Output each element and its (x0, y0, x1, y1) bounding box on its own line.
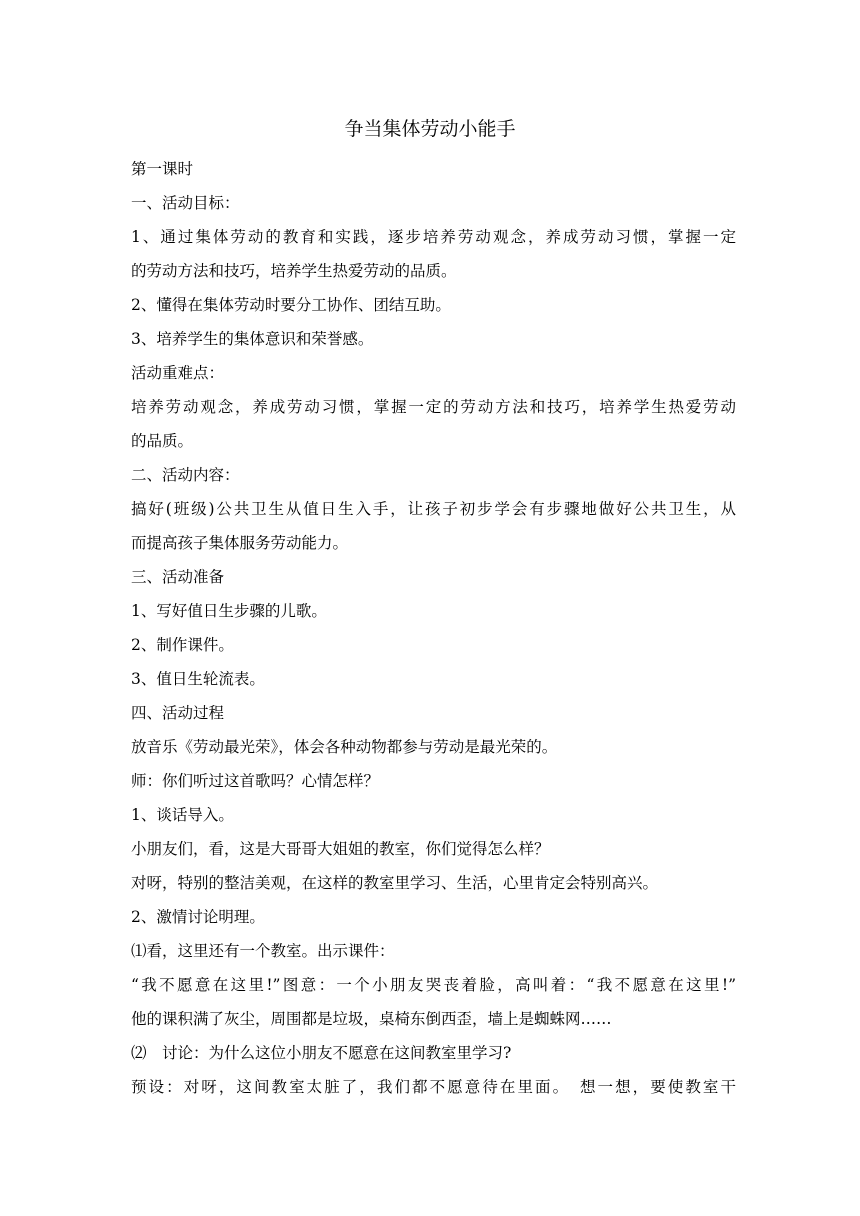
section-heading-key-points: 活动重难点： (131, 364, 225, 382)
goal-1-line-1: 1、通过集体劳动的教育和实践，逐步培养劳动观念，养成劳动习惯，掌握一定 (131, 228, 736, 246)
document-title: 争当集体劳动小能手 (344, 118, 516, 140)
key-points-line-2: 的品质。 (131, 432, 194, 450)
process-paragraph-teacher-question: 师：你们听过这首歌吗？心情怎样？ (131, 772, 380, 790)
process-step-1-heading: 1、谈话导入。 (131, 806, 234, 824)
courseware-description-line-2: 他的课积满了灰尘，周围都是垃圾，桌椅东倒西歪，墙上是蜘蛛网…… (131, 1010, 612, 1028)
process-sub-1: ⑴看，这里还有一个教室。出示课件： (131, 942, 395, 960)
goal-2: 2、懂得在集体劳动时要分工协作、团结互助。 (131, 296, 451, 314)
process-paragraph-response: 对呀，特别的整洁美观，在这样的教室里学习、生活，心里肯定会特别高兴。 (131, 874, 659, 892)
preset-answer-line: 预设：对呀，这间教室太脏了，我们都不愿意待在里面。 想一想，要使教室干 (131, 1078, 736, 1096)
goal-3: 3、培养学生的集体意识和荣誉感。 (131, 330, 374, 348)
content-line-1: 搞好(班级)公共卫生从值日生入手，让孩子初步学会有步骤地做好公共卫生，从 (131, 500, 736, 518)
preparation-item-1: 1、写好值日生步骤的儿歌。 (131, 602, 327, 620)
document-body (131, 152, 736, 1104)
section-heading-content: 二、活动内容： (131, 466, 240, 484)
key-points-line-1: 培养劳动观念，养成劳动习惯，掌握一定的劳动方法和技巧，培养学生热爱劳动 (131, 398, 736, 416)
section-heading-preparation: 三、活动准备 (131, 568, 225, 586)
preparation-item-2: 2、制作课件。 (131, 636, 234, 654)
process-paragraph-music: 放音乐《劳动最光荣》，体会各种动物都参与劳动是最光荣的。 (131, 738, 558, 756)
process-step-2-heading: 2、激情讨论明理。 (131, 908, 265, 926)
process-sub-2: ⑵ 讨论：为什么这位小朋友不愿意在这间教室里学习? (131, 1044, 512, 1062)
courseware-description-line-1: “我不愿意在这里!”图意：一个小朋友哭丧着脸，高叫着：“我不愿意在这里!” (131, 976, 736, 994)
section-heading-goals: 一、活动目标： (131, 194, 240, 212)
preparation-item-3: 3、值日生轮流表。 (131, 670, 265, 688)
section-heading-process: 四、活动过程 (131, 704, 225, 722)
process-paragraph-intro: 小朋友们，看，这是大哥哥大姐姐的教室，你们觉得怎么样？ (131, 840, 550, 858)
content-line-2: 而提高孩子集体服务劳动能力。 (131, 534, 349, 552)
lesson-period: 第一课时 (131, 160, 194, 178)
goal-1-line-2: 的劳动方法和技巧，培养学生热爱劳动的品质。 (131, 262, 457, 280)
